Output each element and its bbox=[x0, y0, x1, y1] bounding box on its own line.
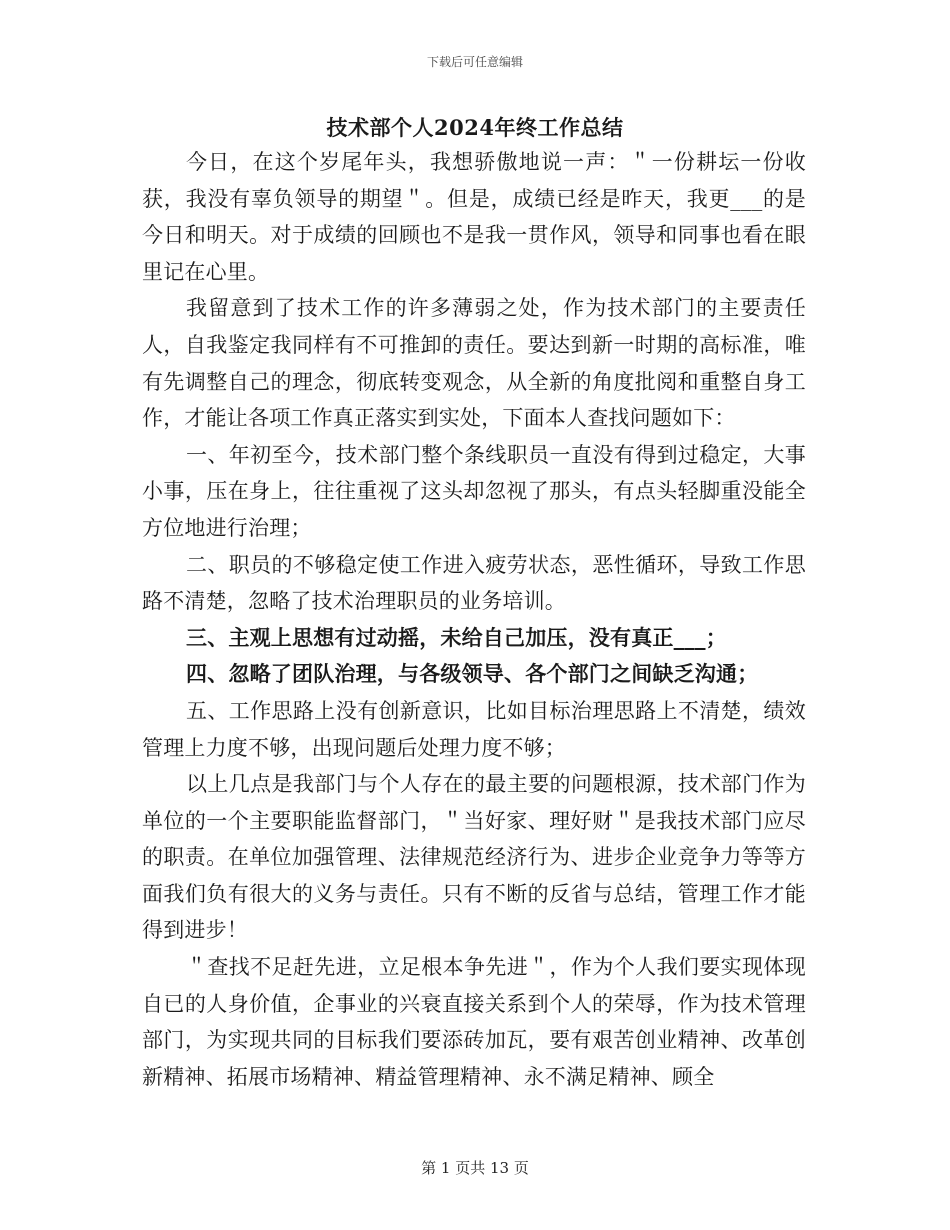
paragraph-1: 今日，在这个岁尾年头，我想骄傲地说一声：＂一份耕坛一份收获，我没有辜负领导的期望＂。但是，成绩已经是昨天，我更___的是今日和明天。对于成绩的回顾也不是我一贯作风，领导和同事也看在眼里记在心里。 bbox=[142, 150, 806, 284]
paragraph-2: 我留意到了技术工作的许多薄弱之处，作为技术部门的主要责任人，自我鉴定我同样有不可推卸的责任。要达到新一时期的高标准，唯有先调整自己的理念，彻底转变观念，从全新的角度批阅和重整自身工作，才能让各项工作真正落实到实处，下面本人查找问题如下： bbox=[142, 296, 806, 431]
paragraph-5: 三、主观上思想有过动摇，未给自己加压，没有真正___； bbox=[186, 624, 727, 650]
paragraph-3: 一、年初至今，技术部门整个条线职员一直没有得到过稳定，大事小事，压在身上，往往重视了这头却忽视了那头，有点头轻脚重没能全方位地进行治理； bbox=[142, 442, 806, 540]
document-body bbox=[142, 144, 806, 1095]
paragraph-7: 五、工作思路上没有创新意识，比如目标治理思路上不清楚，绩效管理上力度不够，出现问题后处理力度不够； bbox=[142, 698, 806, 760]
paragraph-4: 二、职员的不够稳定使工作进入疲劳状态，恶性循环，导致工作思路不清楚，忽略了技术治理职员的业务培训。 bbox=[142, 552, 806, 614]
header-note: 下载后可任意编辑 bbox=[426, 55, 523, 69]
paragraph-6: 四、忽略了团队治理，与各级领导、各个部门之间缺乏沟通； bbox=[186, 661, 759, 687]
page-indicator: 第 1 页共 13 页 bbox=[421, 1159, 529, 1177]
paragraph-8: 以上几点是我部门与个人存在的最主要的问题根源，技术部门作为单位的一个主要职能监督部门，＂当好家、理好财＂是我技术部门应尽的职责。在单位加强管理、法律规范经济行为、进步企业竞争力等等方面我们负有很大的义务与责任。只有不断的反省与总结，管理工作才能得到进步！ bbox=[142, 772, 806, 943]
paragraph-9: ＂查找不足赶先进，立足根本争先进＂，作为个人我们要实现体现自已的人身价值，企事业的兴衰直接关系到个人的荣辱，作为技术管理部门，为实现共同的目标我们要添砖加瓦，要有艰苦创业精神、改革创新精神、拓展市场精神、精益管理精神、永不满足精神、顾全 bbox=[142, 955, 806, 1089]
document-title: 技术部个人2024年终工作总结 bbox=[326, 115, 624, 140]
